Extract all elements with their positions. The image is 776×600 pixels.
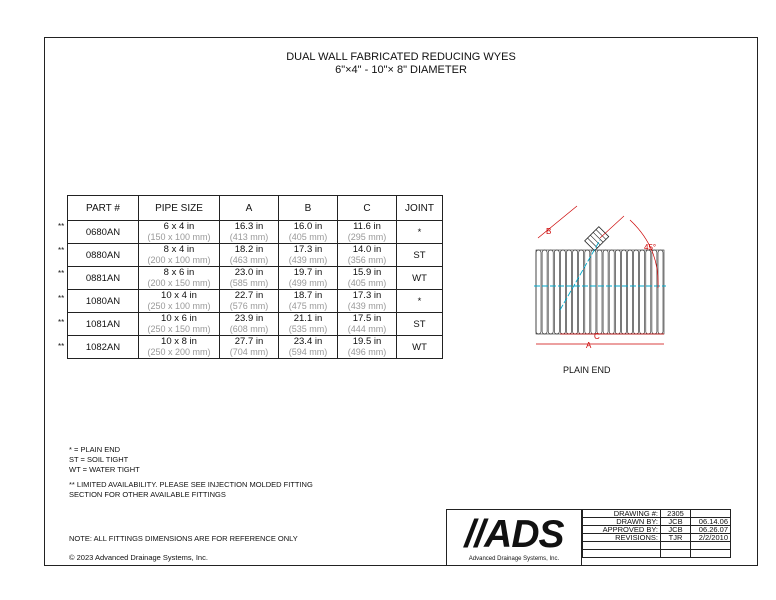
- c-mm: (444 mm): [347, 324, 387, 334]
- table-row: [68, 313, 443, 336]
- a-in: 18.2 in: [234, 244, 264, 255]
- row-mark: **: [58, 342, 65, 351]
- corrugation-rib: [597, 250, 602, 334]
- size-in: 6 x 4 in: [163, 221, 195, 232]
- note-plain-end: * = PLAIN END: [69, 445, 121, 454]
- b-mm: (475 mm): [288, 301, 328, 311]
- size-mm: (200 x 150 mm): [147, 278, 211, 288]
- note-soil-tight: ST = SOIL TIGHT: [69, 455, 129, 464]
- header-joint: JOINT: [397, 196, 443, 221]
- c-in: 14.0 in: [352, 244, 382, 255]
- cell-c: [338, 267, 397, 290]
- label-c: C: [594, 332, 600, 341]
- label-b: B: [546, 227, 552, 236]
- cell-size: [139, 244, 220, 267]
- cell-a: [220, 313, 279, 336]
- corrugation-rib: [621, 250, 626, 334]
- cell-a: [220, 244, 279, 267]
- corrugation-rib: [554, 250, 559, 334]
- blank-cell: [661, 550, 691, 558]
- cell-part: 0680AN: [68, 221, 139, 244]
- a-mm: (585 mm): [229, 278, 269, 288]
- cell-size: [139, 221, 220, 244]
- b-in: 23.4 in: [293, 336, 323, 347]
- note-availability: ** LIMITED AVAILABILITY. PLEASE SEE INJECTION MOLDED FITTING: [69, 480, 313, 489]
- cell-c: [338, 221, 397, 244]
- cell-b: [279, 336, 338, 359]
- size-mm: (150 x 100 mm): [147, 232, 211, 242]
- corrugation-rib: [609, 250, 614, 334]
- logo-subtitle: Advanced Drainage Systems, Inc.: [468, 556, 560, 562]
- cell-joint: ST: [397, 244, 443, 267]
- corrugation-rib: [652, 250, 657, 334]
- table-row: [68, 290, 443, 313]
- specification-table: [67, 195, 443, 359]
- c-mm: (356 mm): [347, 255, 387, 265]
- a-in: 23.0 in: [234, 267, 264, 278]
- cell-c: [338, 336, 397, 359]
- cell-joint: ST: [397, 313, 443, 336]
- cell-c: [338, 313, 397, 336]
- cell-size: [139, 267, 220, 290]
- c-in: 17.5 in: [352, 313, 382, 324]
- cell-part: 1082AN: [68, 336, 139, 359]
- b-in: 18.7 in: [293, 290, 323, 301]
- row-mark: **: [58, 222, 65, 231]
- a-in: 16.3 in: [234, 221, 264, 232]
- wye-diagram: [520, 198, 680, 358]
- cell-size: [139, 313, 220, 336]
- corrugation-rib: [628, 250, 633, 334]
- header-a: A: [220, 196, 279, 221]
- size-mm: (250 x 200 mm): [147, 347, 211, 357]
- c-in: 19.5 in: [352, 336, 382, 347]
- drawn-date: 06.14.06: [691, 518, 731, 526]
- cell-joint: WT: [397, 267, 443, 290]
- corrugation-rib: [548, 250, 553, 334]
- cell-part: 0880AN: [68, 244, 139, 267]
- corrugation-rib: [573, 250, 578, 334]
- b-mm: (499 mm): [288, 278, 328, 288]
- b-mm: (594 mm): [288, 347, 328, 357]
- corrugation-rib: [579, 250, 584, 334]
- corrugation-rib: [542, 250, 547, 334]
- c-mm: (496 mm): [347, 347, 387, 357]
- row-mark: **: [58, 269, 65, 278]
- table-row: [68, 267, 443, 290]
- a-in: 23.9 in: [234, 313, 264, 324]
- c-in: 11.6 in: [353, 221, 381, 232]
- b-mm: (535 mm): [288, 324, 328, 334]
- revisions-date: 2/2/2010: [691, 534, 731, 542]
- title-block-row: [583, 534, 731, 542]
- a-in: 27.7 in: [234, 336, 264, 347]
- b-mm: (405 mm): [288, 232, 328, 242]
- cell-part: 1080AN: [68, 290, 139, 313]
- header-part: PART #: [68, 196, 139, 221]
- a-mm: (463 mm): [229, 255, 269, 265]
- drawing-title: [44, 51, 758, 77]
- b-in: 21.1 in: [293, 313, 323, 324]
- size-in: 8 x 4 in: [163, 244, 195, 255]
- table-row: [68, 336, 443, 359]
- corrugation-rib: [640, 250, 645, 334]
- corrugation-rib: [591, 250, 596, 334]
- size-mm: (250 x 150 mm): [147, 324, 211, 334]
- corrugation-rib: [536, 250, 541, 334]
- corrugation-rib: [634, 250, 639, 334]
- title-line-1: DUAL WALL FABRICATED REDUCING WYES: [286, 51, 516, 63]
- reference-note: NOTE: ALL FITTINGS DIMENSIONS ARE FOR REFERENCE ONLY: [69, 534, 298, 543]
- cell-a: [220, 336, 279, 359]
- b-in: 16.0 in: [293, 221, 323, 232]
- drawing-number: 2305: [661, 510, 691, 518]
- corrugation-rib: [560, 250, 565, 334]
- size-in: 10 x 6 in: [161, 313, 197, 324]
- corrugation-rib: [585, 250, 590, 334]
- size-in: 10 x 8 in: [161, 336, 197, 347]
- branch-outlet: [585, 227, 609, 251]
- b-in: 17.3 in: [293, 244, 323, 255]
- corrugation-rib: [658, 250, 663, 334]
- approved-by-label: APPROVED BY:: [583, 526, 661, 534]
- row-mark: **: [58, 294, 65, 303]
- size-in: 10 x 4 in: [161, 290, 197, 301]
- b-mm: (439 mm): [288, 255, 328, 265]
- revisions-label: REVISIONS:: [583, 534, 661, 542]
- corrugation-rib: [646, 250, 651, 334]
- cell-b: [279, 290, 338, 313]
- note-water-tight: WT = WATER TIGHT: [69, 465, 140, 474]
- row-mark: **: [58, 246, 65, 255]
- cell-joint: *: [397, 290, 443, 313]
- angle-leader: [600, 216, 624, 238]
- company-logo: [446, 509, 582, 565]
- blank-cell: [583, 550, 661, 558]
- cell-part: 0881AN: [68, 267, 139, 290]
- size-mm: (250 x 100 mm): [147, 301, 211, 311]
- title-block: [582, 509, 731, 558]
- cell-c: [338, 290, 397, 313]
- header-b: B: [279, 196, 338, 221]
- copyright: © 2023 Advanced Drainage Systems, Inc.: [69, 553, 208, 562]
- cell-a: [220, 267, 279, 290]
- table-row: [68, 221, 443, 244]
- size-in: 8 x 6 in: [163, 267, 195, 278]
- cell-joint: *: [397, 221, 443, 244]
- c-in: 17.3 in: [352, 290, 382, 301]
- cell-b: [279, 267, 338, 290]
- row-mark: **: [58, 318, 65, 327]
- table-row: [68, 244, 443, 267]
- title-block-row: [583, 550, 731, 558]
- a-mm: (704 mm): [229, 347, 269, 357]
- blank-cell: [691, 542, 731, 550]
- header-pipe-size: PIPE SIZE: [139, 196, 220, 221]
- cell-c: [338, 244, 397, 267]
- logo-mark: //ADS: [464, 513, 564, 556]
- a-mm: (576 mm): [229, 301, 269, 311]
- a-mm: (413 mm): [229, 232, 269, 242]
- cell-b: [279, 313, 338, 336]
- revisions-by: TJR: [661, 534, 691, 542]
- label-a: A: [586, 341, 592, 350]
- pipe-corrugations: [536, 250, 663, 334]
- title-line-2: 6"×4" - 10"× 8" DIAMETER: [335, 64, 467, 76]
- dimension-b: [538, 206, 577, 238]
- c-mm: (405 mm): [347, 278, 387, 288]
- c-mm: (439 mm): [347, 301, 387, 311]
- cell-part: 1081AN: [68, 313, 139, 336]
- blank-cell: [691, 550, 731, 558]
- corrugation-rib: [603, 250, 608, 334]
- header-c: C: [338, 196, 397, 221]
- cell-a: [220, 290, 279, 313]
- cell-size: [139, 336, 220, 359]
- corrugation-rib: [615, 250, 620, 334]
- approved-date: 06.26.07: [691, 526, 731, 534]
- title-block-row: [583, 542, 731, 550]
- drawing-number-label: DRAWING #:: [583, 510, 661, 518]
- diagram-caption: PLAIN END: [563, 365, 611, 375]
- note-availability-2: SECTION FOR OTHER AVAILABLE FITTINGS: [69, 490, 226, 499]
- cell-b: [279, 221, 338, 244]
- c-in: 15.9 in: [352, 267, 382, 278]
- cell-a: [220, 221, 279, 244]
- a-in: 22.7 in: [234, 290, 264, 301]
- table-header-row: [68, 196, 443, 221]
- blank-cell: [661, 542, 691, 550]
- a-mm: (608 mm): [229, 324, 269, 334]
- drawn-by: JCB: [661, 518, 691, 526]
- b-in: 19.7 in: [293, 267, 323, 278]
- legend-notes: [69, 445, 313, 500]
- label-angle: 45°: [644, 243, 657, 252]
- drawn-by-label: DRAWN BY:: [583, 518, 661, 526]
- cell-size: [139, 290, 220, 313]
- cell-joint: WT: [397, 336, 443, 359]
- approved-by: JCB: [661, 526, 691, 534]
- blank-cell: [583, 542, 661, 550]
- c-mm: (295 mm): [347, 232, 387, 242]
- size-mm: (200 x 100 mm): [147, 255, 211, 265]
- cell-b: [279, 244, 338, 267]
